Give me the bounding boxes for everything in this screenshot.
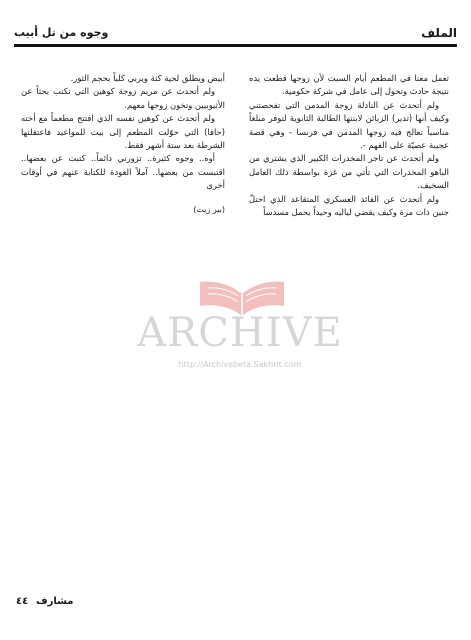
page-number: ٤٤ — [16, 596, 29, 607]
section-name: الملف — [421, 26, 457, 40]
magazine-name: مشارف — [36, 596, 74, 607]
watermark-url: http://Archivebeta.Sakhrit.com — [178, 360, 302, 369]
paragraph: ولم أتحدث عن القائد العسكري المتقاعد الذي احتلّ جنين ذات مرة وكيف يقضي لياليه وحيداً يحمل مسدساً — [249, 193, 449, 218]
page-footer — [16, 596, 86, 612]
header-divider — [14, 44, 457, 47]
signature: (بير زيت) — [193, 204, 225, 214]
watermark-text: ARCHIVE — [137, 310, 343, 356]
page-header — [14, 26, 457, 46]
paragraph: ولم أتحدث عن تاجر المخدرات الكبير الذي يشتري من الباهو المخدرات التي تأتي من غزة بواسطة ذلك العامل السخيف. — [249, 153, 449, 191]
text-column-left — [21, 72, 225, 216]
paragraph: أوه.. وجوه كثيرة.. تزورني دائماً.. كتبت عن بعضها.. اقتبست من بعضها.. آملاً العودة للكتابة عنهم في أوقات أخرى — [21, 153, 225, 191]
text-column-right — [249, 72, 449, 219]
paragraph: ولم أتحدث عن كوهين نفسه الذي افتتح مطعماً مع أخته (حافا) التي حوّلت المطعم إلى بيت للمواعيد فاعتقلتها الشرطة بعد ستة أشهر فقط. — [21, 113, 225, 151]
article-title: وجوه من تل أبيب — [14, 26, 109, 39]
paragraph: ولم أتحدث عن مريم زوجة كوهين التي تكتب بحثاً عن الأثيوبيين وتخون زوجها معهم. — [21, 86, 225, 110]
paragraph: تعمل معنا في المطعم أيام السبت لأن زوجها قطعت يده نتيجة حادث وتحول إلى عامل في شركة حكومية. — [249, 73, 449, 97]
paragraph: أبيض ويطلق لحية كثة ويربي كلباً بحجم الثور. — [70, 73, 225, 83]
paragraph: ولم أتحدث عن النادلة زوجة المدمن التي تفحصتني وكيف أنها (تدير) الزبائن لابنتها الطالبة الثانوية لتوفر مبلغاً مناسباً تعالج فيه زوجها المدمن في فرنسا - وهي قصة عجيبة عصيّة على الفهم -. — [249, 99, 449, 151]
archive-watermark — [130, 276, 350, 376]
